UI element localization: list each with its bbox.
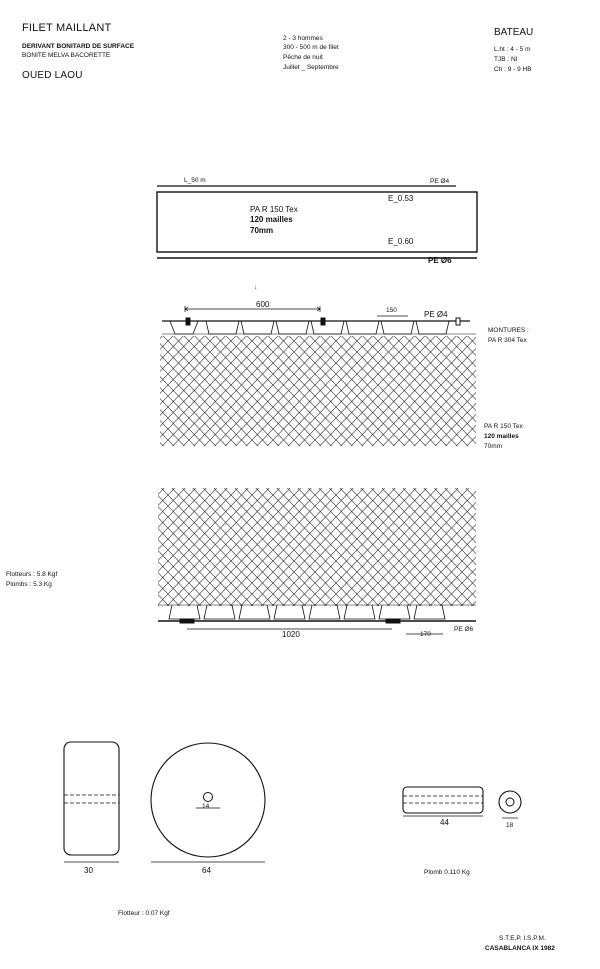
detail-footrope: PE Ø6 xyxy=(454,626,474,633)
sinker-length-dim: 44 xyxy=(440,818,449,827)
float-hole-dim: 14 xyxy=(202,803,210,810)
sinker-1 xyxy=(180,619,194,623)
overview-bottom-ratio: E_0.60 xyxy=(388,237,414,246)
segment-dim: 150 xyxy=(386,307,397,314)
location: OUED LAOU xyxy=(22,70,83,81)
overview-net-panel xyxy=(157,192,477,252)
net-detail-bottom xyxy=(158,488,476,634)
boat-title: BATEAU xyxy=(494,27,534,38)
float-spacing-dim: 600 xyxy=(256,300,270,309)
overview-footrope: PE Ø6 xyxy=(428,256,452,265)
netting-top xyxy=(160,336,476,446)
drawing-title: FILET MAILLANT xyxy=(22,22,112,34)
mounting-title: MONTURES : xyxy=(488,327,529,334)
credit-line-1: S.T.E.P. I.S.P.M. xyxy=(499,935,546,942)
boat-length: L.ht : 4 - 5 m xyxy=(494,46,531,53)
species-line-2: BONITE MELVA BACORETTE xyxy=(22,52,111,59)
net-length: 300 - 500 m de filet xyxy=(283,44,339,51)
boat-tjb: TJB : NI xyxy=(494,56,518,63)
mounting-loops xyxy=(170,321,449,334)
net-overview xyxy=(157,186,477,258)
float-side-view xyxy=(64,742,119,862)
overview-material: PA R 150 Tex xyxy=(250,205,298,214)
crew: 2 - 3 hommes xyxy=(283,35,323,42)
sinker-caption: Plomb 0.110 Kg xyxy=(424,869,470,876)
netting-bottom xyxy=(158,488,476,606)
float-caption: Flotteur : 0.07 Kgf xyxy=(118,910,170,917)
float-1 xyxy=(186,318,190,325)
season: Juillet _ Septembre xyxy=(283,64,339,71)
detail-headrope: PE Ø4 xyxy=(424,310,448,319)
overview-top-ratio: E_0.53 xyxy=(388,194,414,203)
overview-meshes: 120 mailles xyxy=(250,215,293,224)
buoyancy-floats: Flotteurs : 5.8 Kgf xyxy=(6,571,58,578)
netting-meshes: 120 mailles xyxy=(484,433,519,440)
float-front-view xyxy=(151,743,265,862)
float-2 xyxy=(321,318,325,325)
mounting-material: PA R 304 Tex xyxy=(488,337,527,344)
sinker-views xyxy=(403,787,521,818)
netting-mesh-size: 70mm xyxy=(484,443,503,450)
sinker-spacing-dim: 1020 xyxy=(282,630,300,639)
net-detail-top xyxy=(160,306,476,446)
sinker-loops xyxy=(169,605,445,619)
overview-headrope: PE Ø4 xyxy=(430,178,450,185)
credit-line-2: CASABLANCA IX 1982 xyxy=(485,945,555,952)
float-diameter-dim: 64 xyxy=(202,866,211,875)
sinker-diameter-dim: 18 xyxy=(506,822,514,829)
overview-length: L_50 m xyxy=(184,177,206,184)
buoyancy-sinkers: Plombs : 5.3 Kg xyxy=(6,581,52,588)
sinker-segment-dim: 170 xyxy=(420,631,431,638)
float-width-dim: 30 xyxy=(84,866,93,875)
sinker-2 xyxy=(386,619,400,623)
boat-power: Ch : 9 - 9 HB xyxy=(494,66,532,73)
detail-marker: ↓ xyxy=(254,284,258,291)
float-3 xyxy=(456,318,460,325)
overview-mesh-size: 70mm xyxy=(250,226,274,235)
species-line-1: DERIVANT BONITARD DE SURFACE xyxy=(22,43,135,50)
fishing-time: Pêche de nuit xyxy=(283,54,323,61)
netting-material: PA R 150 Tex xyxy=(484,423,523,430)
